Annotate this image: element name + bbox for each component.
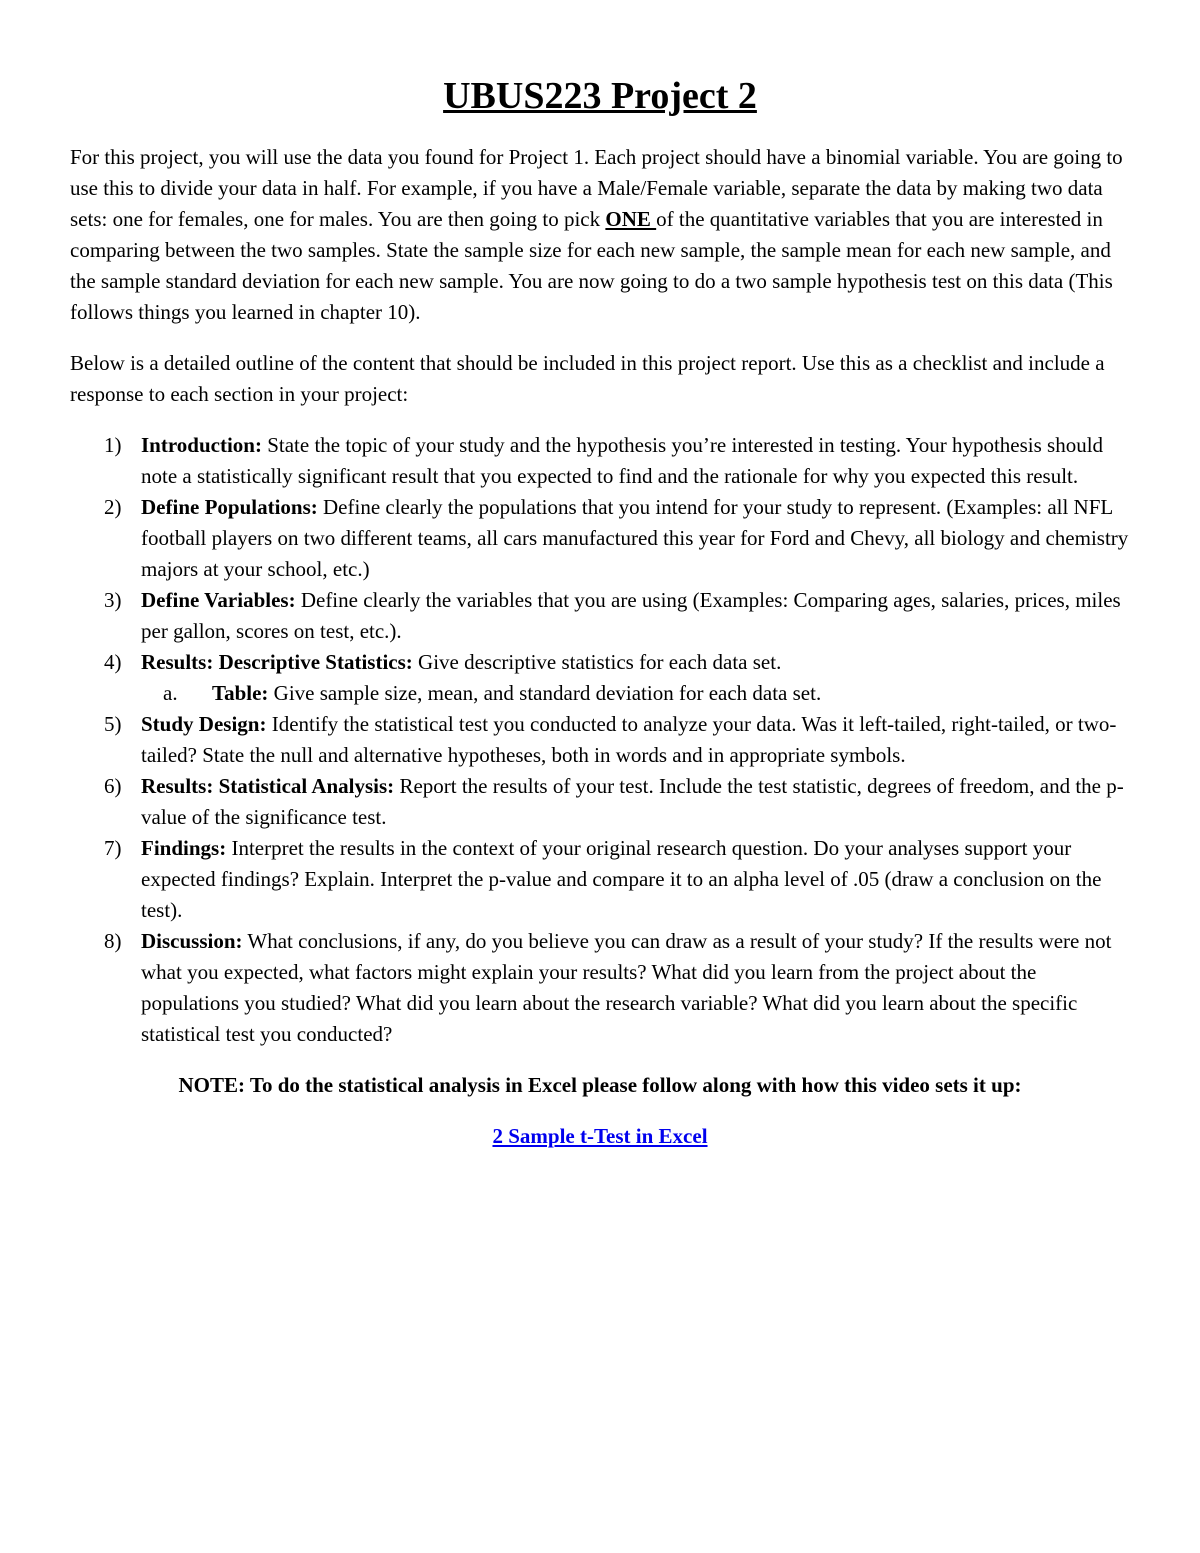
outline-item-number: 5) (104, 712, 122, 736)
outline-item-text: Report the results of your test. Include the test statistic, degrees of freedom, and the p-value of the significance test. (141, 774, 1124, 829)
intro-paragraph (70, 142, 1130, 328)
outline-item-term: Study Design: (141, 712, 267, 736)
outline-item (70, 430, 1130, 492)
outline-item-text: Define clearly the populations that you intend for your study to represent. (Examples: all NFL football players on two different teams, all cars manufactured this year for Ford and Chevy, all biology and chemistry majors at your school, etc.) (141, 495, 1129, 581)
outline-item-text: Identify the statistical test you conducted to analyze your data. Was it left-tailed, right-tailed, or two-tailed? State the null and alternative hypotheses, both in words and in appropriate symbols. (141, 712, 1117, 767)
intro-text-before: For this project, you will use the data you found for Project 1. Each project should have a binomial variable. You are going to use this to divide your data in half. For example, if you have a Male/Female variable, separate the data by making two data sets: one for females, one for males. You are then going to pick (70, 145, 1123, 231)
outline-item-term: Introduction: (141, 433, 262, 457)
outline-item-number: 1) (104, 433, 122, 457)
outline-sublist (141, 678, 1130, 709)
outline-item-term: Define Populations: (141, 495, 318, 519)
outline-item-text: Interpret the results in the context of your original research question. Do your analyses support your expected findings? Explain. Interpret the p-value and compare it to an alpha level of .05 (draw a conclusion on the test). (141, 836, 1102, 922)
outline-item-text: Give descriptive statistics for each data set. (412, 650, 782, 674)
document-title: UBUS223 Project 2 (443, 75, 757, 117)
outline-item (70, 833, 1130, 926)
outline-item (70, 647, 1130, 709)
intro-emphasis: ONE (605, 207, 657, 231)
outline-item-number: 6) (104, 774, 122, 798)
outline-item-number: 8) (104, 929, 122, 953)
outline-intro-paragraph: Below is a detailed outline of the content that should be included in this project report. Use this as a checklist and include a response to each section in your project: (70, 351, 1105, 406)
outline-item-number: 4) (104, 650, 122, 674)
outline-item (70, 926, 1130, 1050)
document-page (70, 72, 1130, 1152)
outline-item (70, 709, 1130, 771)
outline-subitem-term: Table: (212, 681, 269, 705)
outline-item-text: Define clearly the variables that you are using (Examples: Comparing ages, salaries, prices, miles per gallon, scores on test, etc.). (141, 588, 1121, 643)
outline-list (70, 430, 1130, 1050)
intro-text-after: of the quantitative variables that you are interested in comparing between the two samples. State the sample size for each new sample, the sample mean for each new sample, and the sample standard deviation for each new sample. You are now going to do a two sample hypothesis test on this data (This follows things you learned in chapter 10). (70, 207, 1113, 324)
outline-item (70, 492, 1130, 585)
outline-item-term: Results: Statistical Analysis: (141, 774, 395, 798)
outline-item-term: Results: Descriptive Statistics: (141, 650, 413, 674)
video-link-container (70, 1121, 1130, 1152)
outline-item-text: State the topic of your study and the hypothesis you’re interested in testing. Your hypothesis should note a statistically significant result that you expected to find and the rationale for why you expected this result. (141, 433, 1104, 488)
outline-item-term: Define Variables: (141, 588, 296, 612)
outline-item (70, 585, 1130, 647)
outline-item-text: What conclusions, if any, do you believe you can draw as a result of your study? If the results were not what you expected, what factors might explain your results? What did you learn from the project about the populations you studied? What did you learn about the research variable? What did you learn about the specific statistical test you conducted? (141, 929, 1112, 1046)
outline-item-number: 3) (104, 588, 122, 612)
excel-note: NOTE: To do the statistical analysis in Excel please follow along with how this video sets it up: (178, 1073, 1022, 1097)
outline-item (70, 771, 1130, 833)
outline-subitem-text: Give sample size, mean, and standard deviation for each data set. (268, 681, 822, 705)
outline-item-term: Discussion: (141, 929, 243, 953)
outline-subitem-number: a. (163, 681, 178, 705)
video-link[interactable]: 2 Sample t-Test in Excel (492, 1124, 708, 1148)
outline-subitem (141, 678, 1130, 709)
outline-item-number: 2) (104, 495, 122, 519)
outline-item-term: Findings: (141, 836, 227, 860)
outline-item-number: 7) (104, 836, 122, 860)
